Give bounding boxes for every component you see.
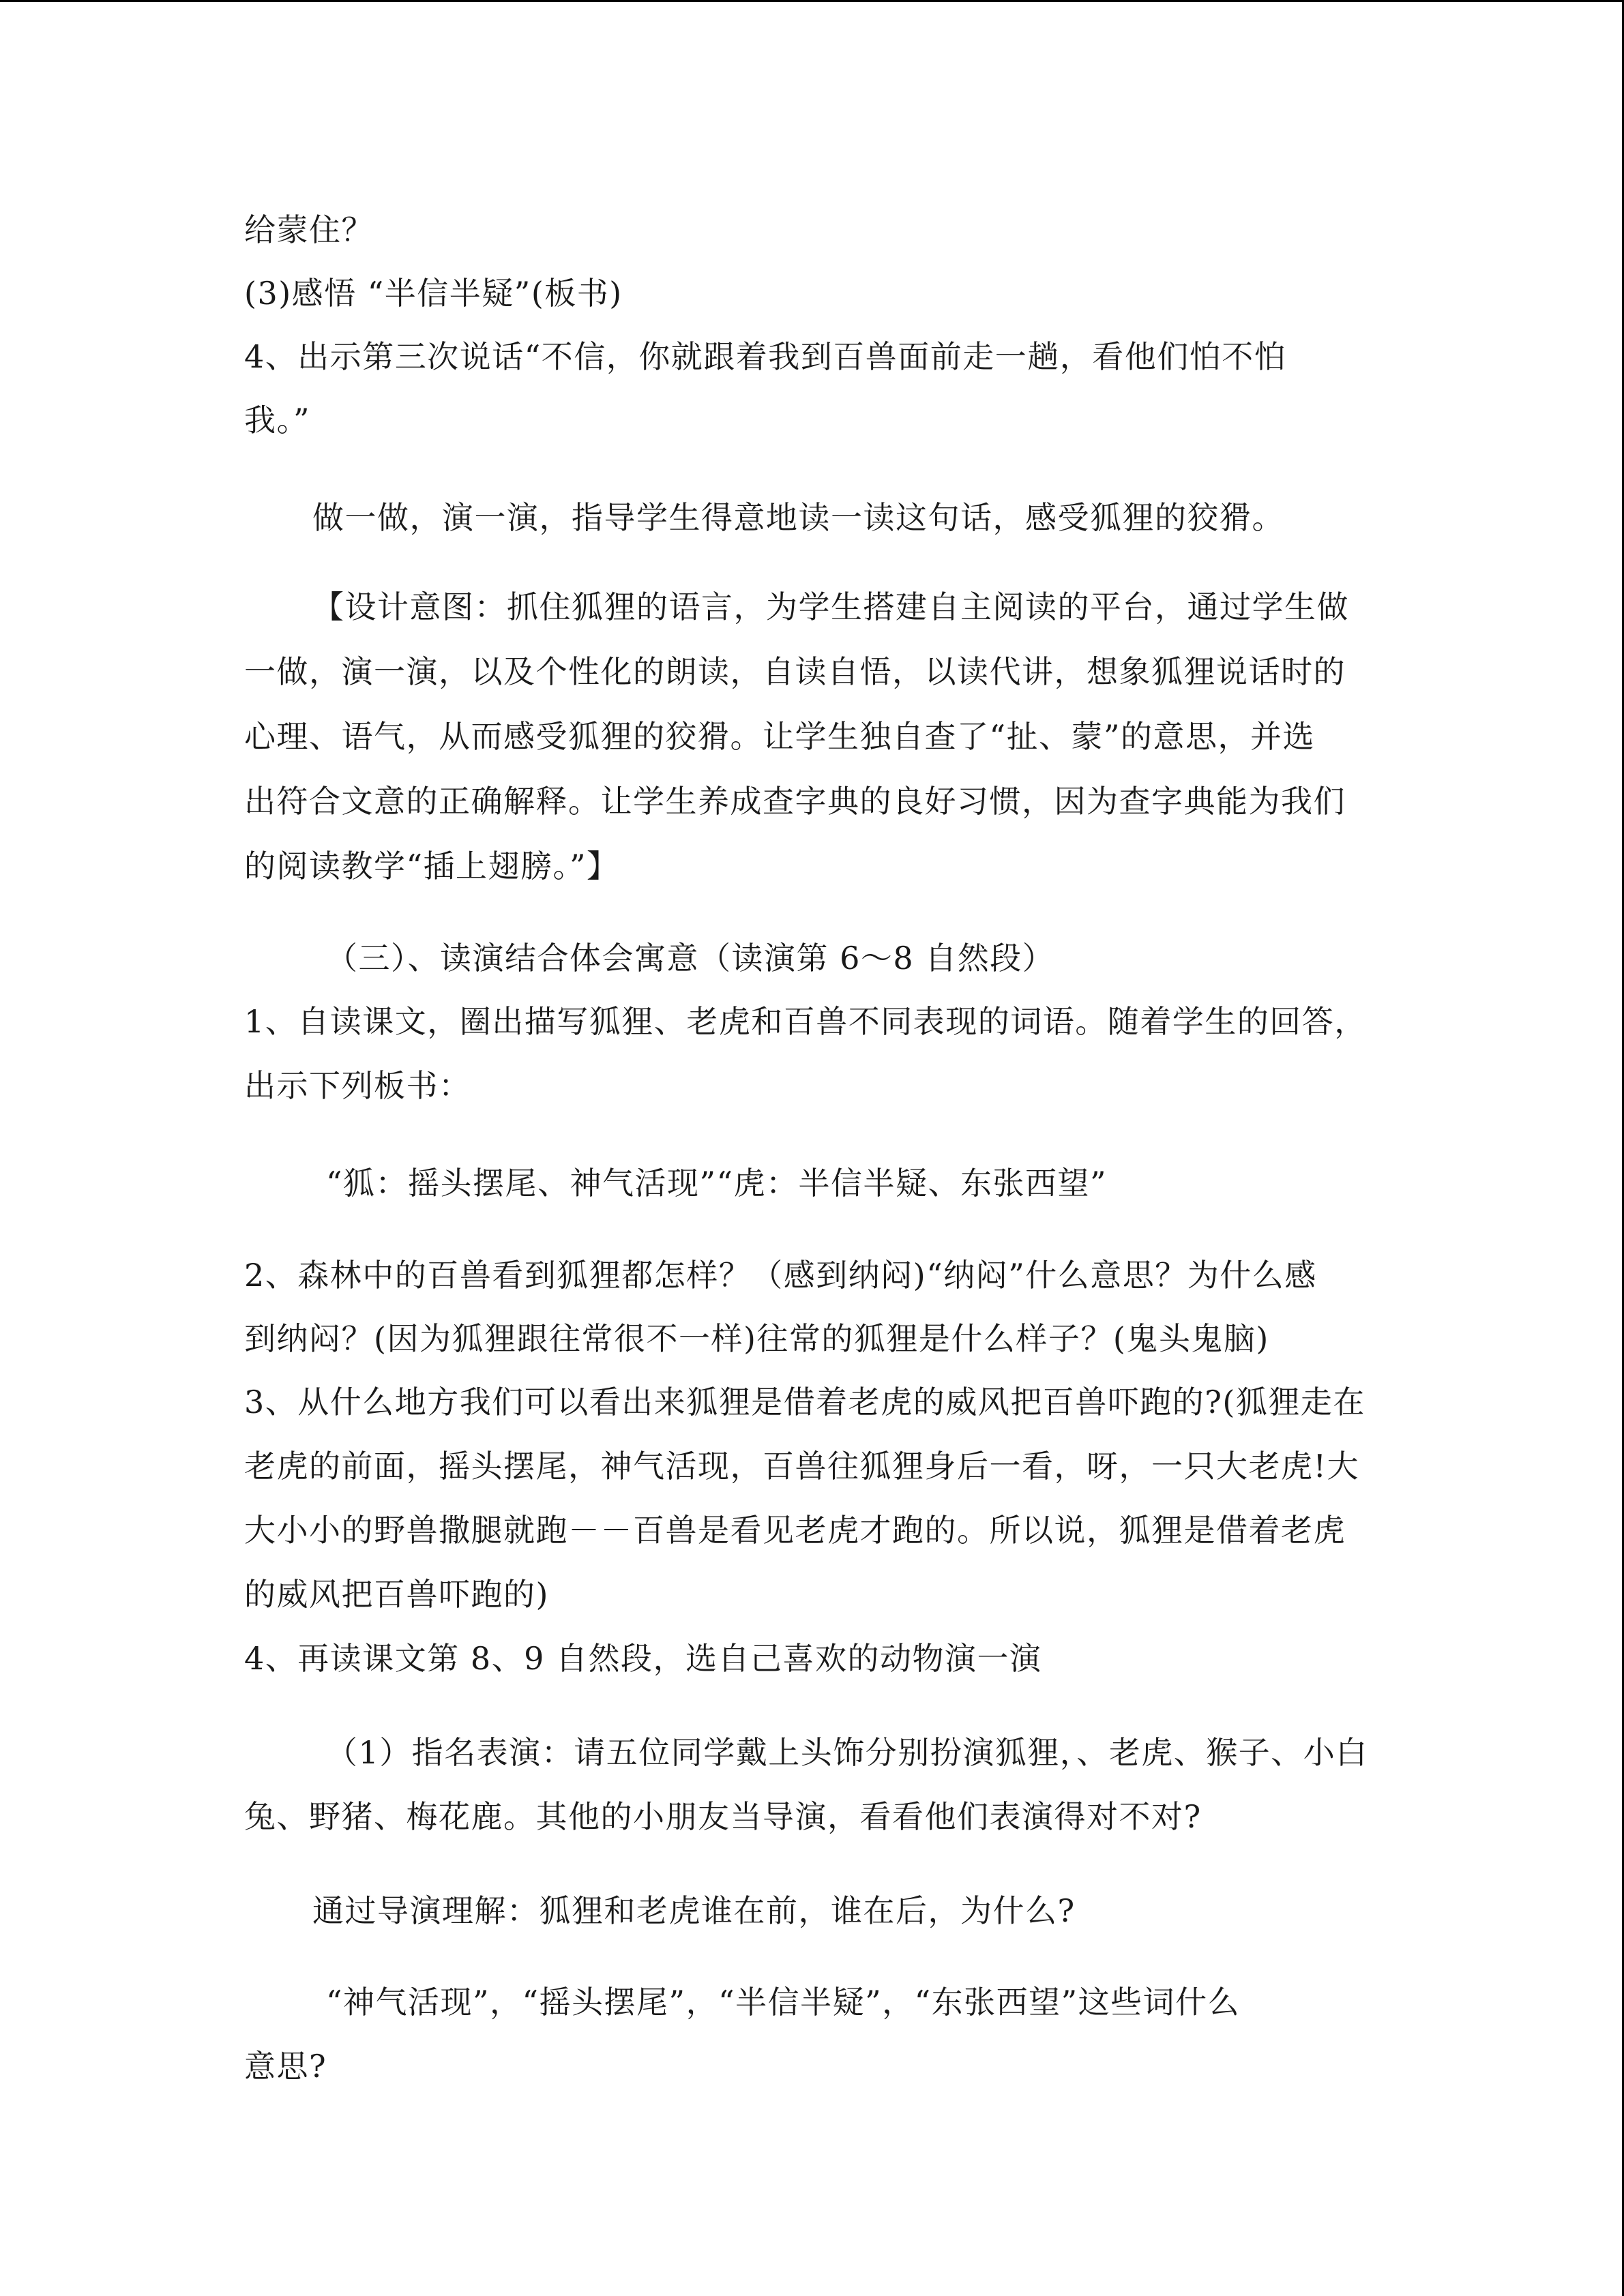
text-line: 4、出示第三次说话“不信，你就跟着我到百兽面前走一趟，看他们怕不怕 — [244, 338, 1287, 375]
design-intent-line: 的阅读教学“插上翅膀。”】 — [244, 848, 619, 884]
design-intent-line: 一做，演一演，以及个性化的朗读，自读自悟，以读代讲，想象狐狸说话时的 — [244, 653, 1346, 690]
text-line: 我。” — [244, 402, 311, 438]
section-heading: （三）、读演结合体会寓意（读演第 6～8 自然段） — [326, 940, 1055, 976]
text-line: 2、森林中的百兽看到狐狸都怎样？（感到纳闷)“纳闷”什么意思？为什么感 — [244, 1257, 1317, 1294]
text-line: 出示下列板书： — [244, 1067, 471, 1104]
design-intent-line: 心理、语气，从而感受狐狸的狡猾。让学生独自查了“扯、蒙”的意思，并选 — [244, 718, 1316, 755]
text-line: 做一做，演一演，指导学生得意地读一读这句话，感受狐狸的狡猾。 — [312, 499, 1284, 536]
text-line: 兔、野猪、梅花鹿。其他的小朋友当导演，看看他们表演得对不对? — [244, 1798, 1202, 1835]
text-line: 到纳闷？(因为狐狸跟往常很不一样)往常的狐狸是什么样子？(鬼头鬼脑) — [244, 1320, 1269, 1357]
text-line: 3、从什么地方我们可以看出来狐狸是借着老虎的威风把百兽吓跑的?(狐狸走在 — [244, 1384, 1365, 1420]
text-line: “神气活现”，“摇头摆尾”，“半信半疑”，“东张西望”这些词什么 — [326, 1984, 1241, 2021]
text-line: 的威风把百兽吓跑的) — [244, 1576, 549, 1613]
text-line: （1）指名表演：请五位同学戴上头饰分别扮演狐狸，、老虎、猴子、小白 — [326, 1734, 1368, 1771]
page-top-border — [0, 0, 1624, 2]
text-line: 意思? — [244, 2048, 327, 2085]
design-intent-line: 【设计意图：抓住狐狸的语言，为学生搭建自主阅读的平台，通过学生做 — [312, 588, 1349, 625]
text-line: 给蒙住？ — [244, 211, 374, 248]
design-intent-line: 出符合文意的正确解释。让学生养成查字典的良好习惯，因为查字典能为我们 — [244, 783, 1346, 820]
text-line: 通过导演理解：狐狸和老虎谁在前，谁在后，为什么? — [312, 1892, 1076, 1929]
text-line: 老虎的前面，摇头摆尾，神气活现，百兽往狐狸身后一看，呀，一只大老虎!大 — [244, 1448, 1359, 1485]
board-writing-line: “狐：摇头摆尾、神气活现”“虎：半信半疑、东张西望” — [326, 1165, 1108, 1202]
text-line: 大小小的野兽撒腿就跑－－百兽是看见老虎才跑的。所以说，狐狸是借着老虎 — [244, 1512, 1346, 1549]
text-line: (3)感悟 “半信半疑”(板书) — [244, 275, 623, 312]
text-line: 4、再读课文第 8、9 自然段，选自己喜欢的动物演一演 — [244, 1640, 1042, 1677]
text-line: 1、自读课文，圈出描写狐狸、老虎和百兽不同表现的词语。随着学生的回答， — [244, 1003, 1367, 1040]
